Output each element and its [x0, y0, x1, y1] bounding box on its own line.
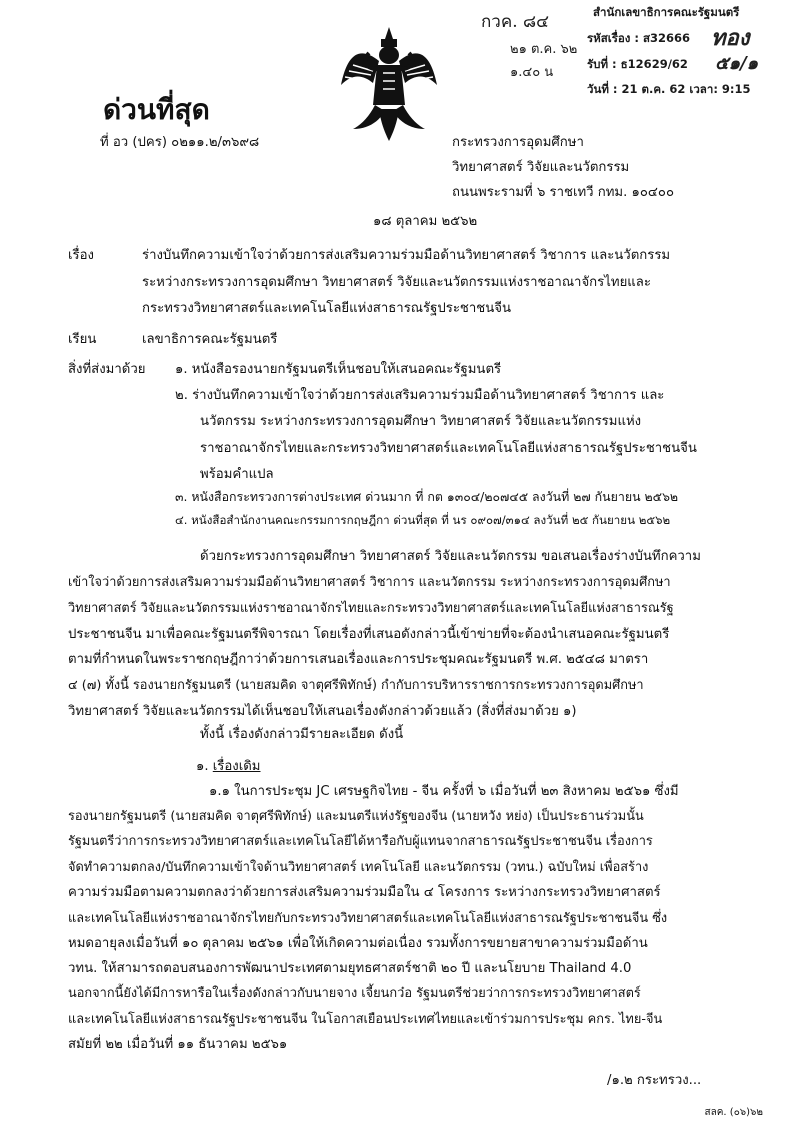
body-line: รองนายกรัฐมนตรี (นายสมคิด จาตุศรีพิทักษ์) และมนตรีแห่งรัฐของจีน (นายหวัง หย่ง) เป็นประธานร่วมนั้น	[68, 809, 644, 824]
urgency-label: ด่วนที่สุด	[103, 93, 210, 126]
enclosure-item: ๔. หนังสือสำนักงานคณะกรรมการกฤษฎีกา ด่วนที่สุด ที่ นร ๐๙๐๗/๓๑๔ ลงวันที่ ๒๕ กันยายน ๒๕๖๒	[175, 513, 671, 527]
continuation-note: /๑.๒ กระทรวง...	[607, 1073, 702, 1088]
stamp-received-no: รับที่ : ธ12629/62	[587, 57, 688, 71]
doc-date: ๑๘ ตุลาคม ๒๕๖๒	[373, 214, 478, 229]
body-line: ๔ (๗) ทั้งนี้ รองนายกรัฐมนตรี (นายสมคิด จาตุศรีพิทักษ์) กำกับการบริหารราชการกระทรวงการอุดมศึกษา	[68, 678, 644, 693]
subject-label: เรื่อง	[68, 248, 94, 263]
stamp-subject-code: รหัสเรื่อง : ส32666	[587, 31, 691, 45]
enclosure-item: ๓. หนังสือกระทรวงการต่างประเทศ ด่วนมาก ที่ กต ๑๓๐๔/๒๐๗๔๕ ลงวันที่ ๒๗ กันยายน ๒๕๖๒	[175, 489, 679, 504]
body-line: ตามที่กำหนดในพระราชกฤษฎีกาว่าด้วยการเสนอเรื่องและการประชุมคณะรัฐมนตรี พ.ศ. ๒๕๔๘ มาตรา	[68, 652, 649, 667]
stamp-signature-2: ๕๑/๑	[715, 53, 759, 74]
org-address: ถนนพระรามที่ ๖ ราชเทวี กทม. ๑๐๔๐๐	[452, 185, 674, 200]
stamp-signature: ทอง	[711, 25, 750, 51]
recipient-label: เรียน	[68, 332, 97, 347]
enclosure-item: พร้อมคำแปล	[200, 467, 274, 482]
garuda-emblem-icon	[339, 25, 439, 143]
subject-line: กระทรวงวิทยาศาสตร์และเทคโนโลยีแห่งสาธารณรัฐประชาชนจีน	[142, 301, 511, 316]
section-heading	[196, 755, 261, 776]
handwritten-time: ๑.๔๐ น	[510, 65, 554, 80]
body-line: และเทคโนโลยีแห่งสาธารณรัฐประชาชนจีน ในโอกาสเยือนประเทศไทยและเข้าร่วมการประชุม คกร. ไทย-จีน	[68, 1012, 663, 1027]
body-line: รัฐมนตรีว่าการกระทรวงวิทยาศาสตร์และเทคโนโลยีได้หารือกับผู้แทนจากสาธารณรัฐประชาชนจีน เรื่องการ	[68, 834, 653, 849]
enclosure-item: ราชอาณาจักรไทยและกระทรวงวิทยาศาสตร์และเทคโนโลยีแห่งสาธารณรัฐประชาชนจีน	[200, 441, 697, 456]
subject-line: ร่างบันทึกความเข้าใจว่าด้วยการส่งเสริมความร่วมมือด้านวิทยาศาสตร์ วิชาการ และนวัตกรรม	[142, 248, 671, 263]
recipient-value: เลขาธิการคณะรัฐมนตรี	[142, 332, 278, 347]
body-line: วิทยาศาสตร์ วิจัยและนวัตกรรมแห่งราชอาณาจักรไทยและกระทรวงวิทยาศาสตร์และเทคโนโลยีแห่งสาธารณรัฐ	[68, 601, 674, 616]
enclosure-item: ๒. ร่างบันทึกความเข้าใจว่าด้วยการส่งเสริมความร่วมมือด้านวิทยาศาสตร์ วิชาการ และ	[175, 388, 665, 403]
handwritten-date: ๒๑ ต.ค. ๖๒	[510, 42, 578, 57]
body-line: นอกจากนี้ยังได้มีการหารือในเรื่องดังกล่าวกับนายจาง เจี้ยนกว๋อ รัฐมนตรีช่วยว่าการกระทรวงวิทยาศาสตร์	[68, 986, 641, 1001]
section-number: ๑.	[196, 759, 209, 774]
subject-line: ระหว่างกระทรวงการอุดมศึกษา วิทยาศาสตร์ วิจัยและนวัตกรรมแห่งราชอาณาจักรไทยและ	[142, 275, 651, 290]
form-code: สลค. (๐๖)๖๒	[704, 1107, 763, 1118]
body-line: ประชาชนจีน มาเพื่อคณะรัฐมนตรีพิจารณา โดยเรื่องที่เสนอดังกล่าวนี้เข้าข่ายที่จะต้องนำเสนอคณะรัฐมนตรี	[68, 627, 670, 642]
doc-number-text: ที่ อว (ปคร) ๐๒๑๑.๒/๓๖๙๘	[100, 135, 260, 150]
handwritten-ref: กวค. ๘๔	[481, 12, 549, 32]
body-line: ด้วยกระทรวงการอุดมศึกษา วิทยาศาสตร์ วิจัยและนวัตกรรม ขอเสนอเรื่องร่างบันทึกความ	[200, 549, 701, 564]
body-line: ๑.๑ ในการประชุม JC เศรษฐกิจไทย - จีน ครั้งที่ ๖ เมื่อวันที่ ๒๓ สิงหาคม ๒๕๖๑ ซึ่งมี	[209, 784, 679, 799]
enclosures-label: สิ่งที่ส่งมาด้วย	[68, 362, 146, 377]
body-line: สมัยที่ ๒๒ เมื่อวันที่ ๑๑ ธันวาคม ๒๕๖๑	[68, 1037, 288, 1052]
doc-number	[100, 131, 259, 152]
body-line: และเทคโนโลยีแห่งราชอาณาจักรไทยกับกระทรวงวิทยาศาสตร์และเทคโนโลยีแห่งสาธารณรัฐประชาชนจีน ซึ่ง	[68, 911, 668, 926]
body-line: ความร่วมมือตามความตกลงว่าด้วยการส่งเสริมความร่วมมือใน ๔ โครงการ ระหว่างกระทรวงวิทยาศาสตร์	[68, 885, 661, 900]
org-name: กระทรวงการอุดมศึกษา	[452, 135, 584, 150]
body-line: เข้าใจว่าด้วยการส่งเสริมความร่วมมือด้านวิทยาศาสตร์ วิชาการ และนวัตกรรม ระหว่างกระทรวงการอุดมศึกษา	[68, 575, 671, 590]
receipt-stamp	[583, 4, 788, 100]
body-line: วิทยาศาสตร์ วิจัยและนวัตกรรมได้เห็นชอบให้เสนอเรื่องดังกล่าวด้วยแล้ว (สิ่งที่ส่งมาด้วย ๑)	[68, 704, 577, 719]
body-line: ทั้งนี้ เรื่องดังกล่าวมีรายละเอียด ดังนี้	[200, 727, 404, 742]
section-title: เรื่องเดิม	[212, 759, 261, 774]
stamp-date-time: วันที่ : 21 ต.ค. 62 เวลา: 9:15	[587, 82, 751, 96]
org-name-2: วิทยาศาสตร์ วิจัยและนวัตกรรม	[452, 160, 630, 175]
body-line: วทน. ให้สามารถตอบสนองการพัฒนาประเทศตามยุทธศาสตร์ชาติ ๒๐ ปี และนโยบาย Thailand 4.0	[68, 961, 632, 976]
stamp-office: สำนักเลขาธิการคณะรัฐมนตรี	[593, 5, 740, 19]
enclosure-item: ๑. หนังสือรองนายกรัฐมนตรีเห็นชอบให้เสนอคณะรัฐมนตรี	[175, 362, 502, 377]
body-line: หมดอายุลงเมื่อวันที่ ๑๐ ตุลาคม ๒๕๖๑ เพื่อให้เกิดความต่อเนื่อง รวมทั้งการขยายสาขาความร่วมมือด้าน	[68, 936, 648, 951]
body-line: จัดทำความตกลง/บันทึกความเข้าใจด้านวิทยาศาสตร์ เทคโนโลยี และนวัตกรรม (วทน.) ฉบับใหม่ เพื่อสร้าง	[68, 860, 649, 875]
enclosure-item: นวัตกรรม ระหว่างกระทรวงการอุดมศึกษา วิทยาศาสตร์ วิจัยและนวัตกรรมแห่ง	[200, 414, 642, 429]
